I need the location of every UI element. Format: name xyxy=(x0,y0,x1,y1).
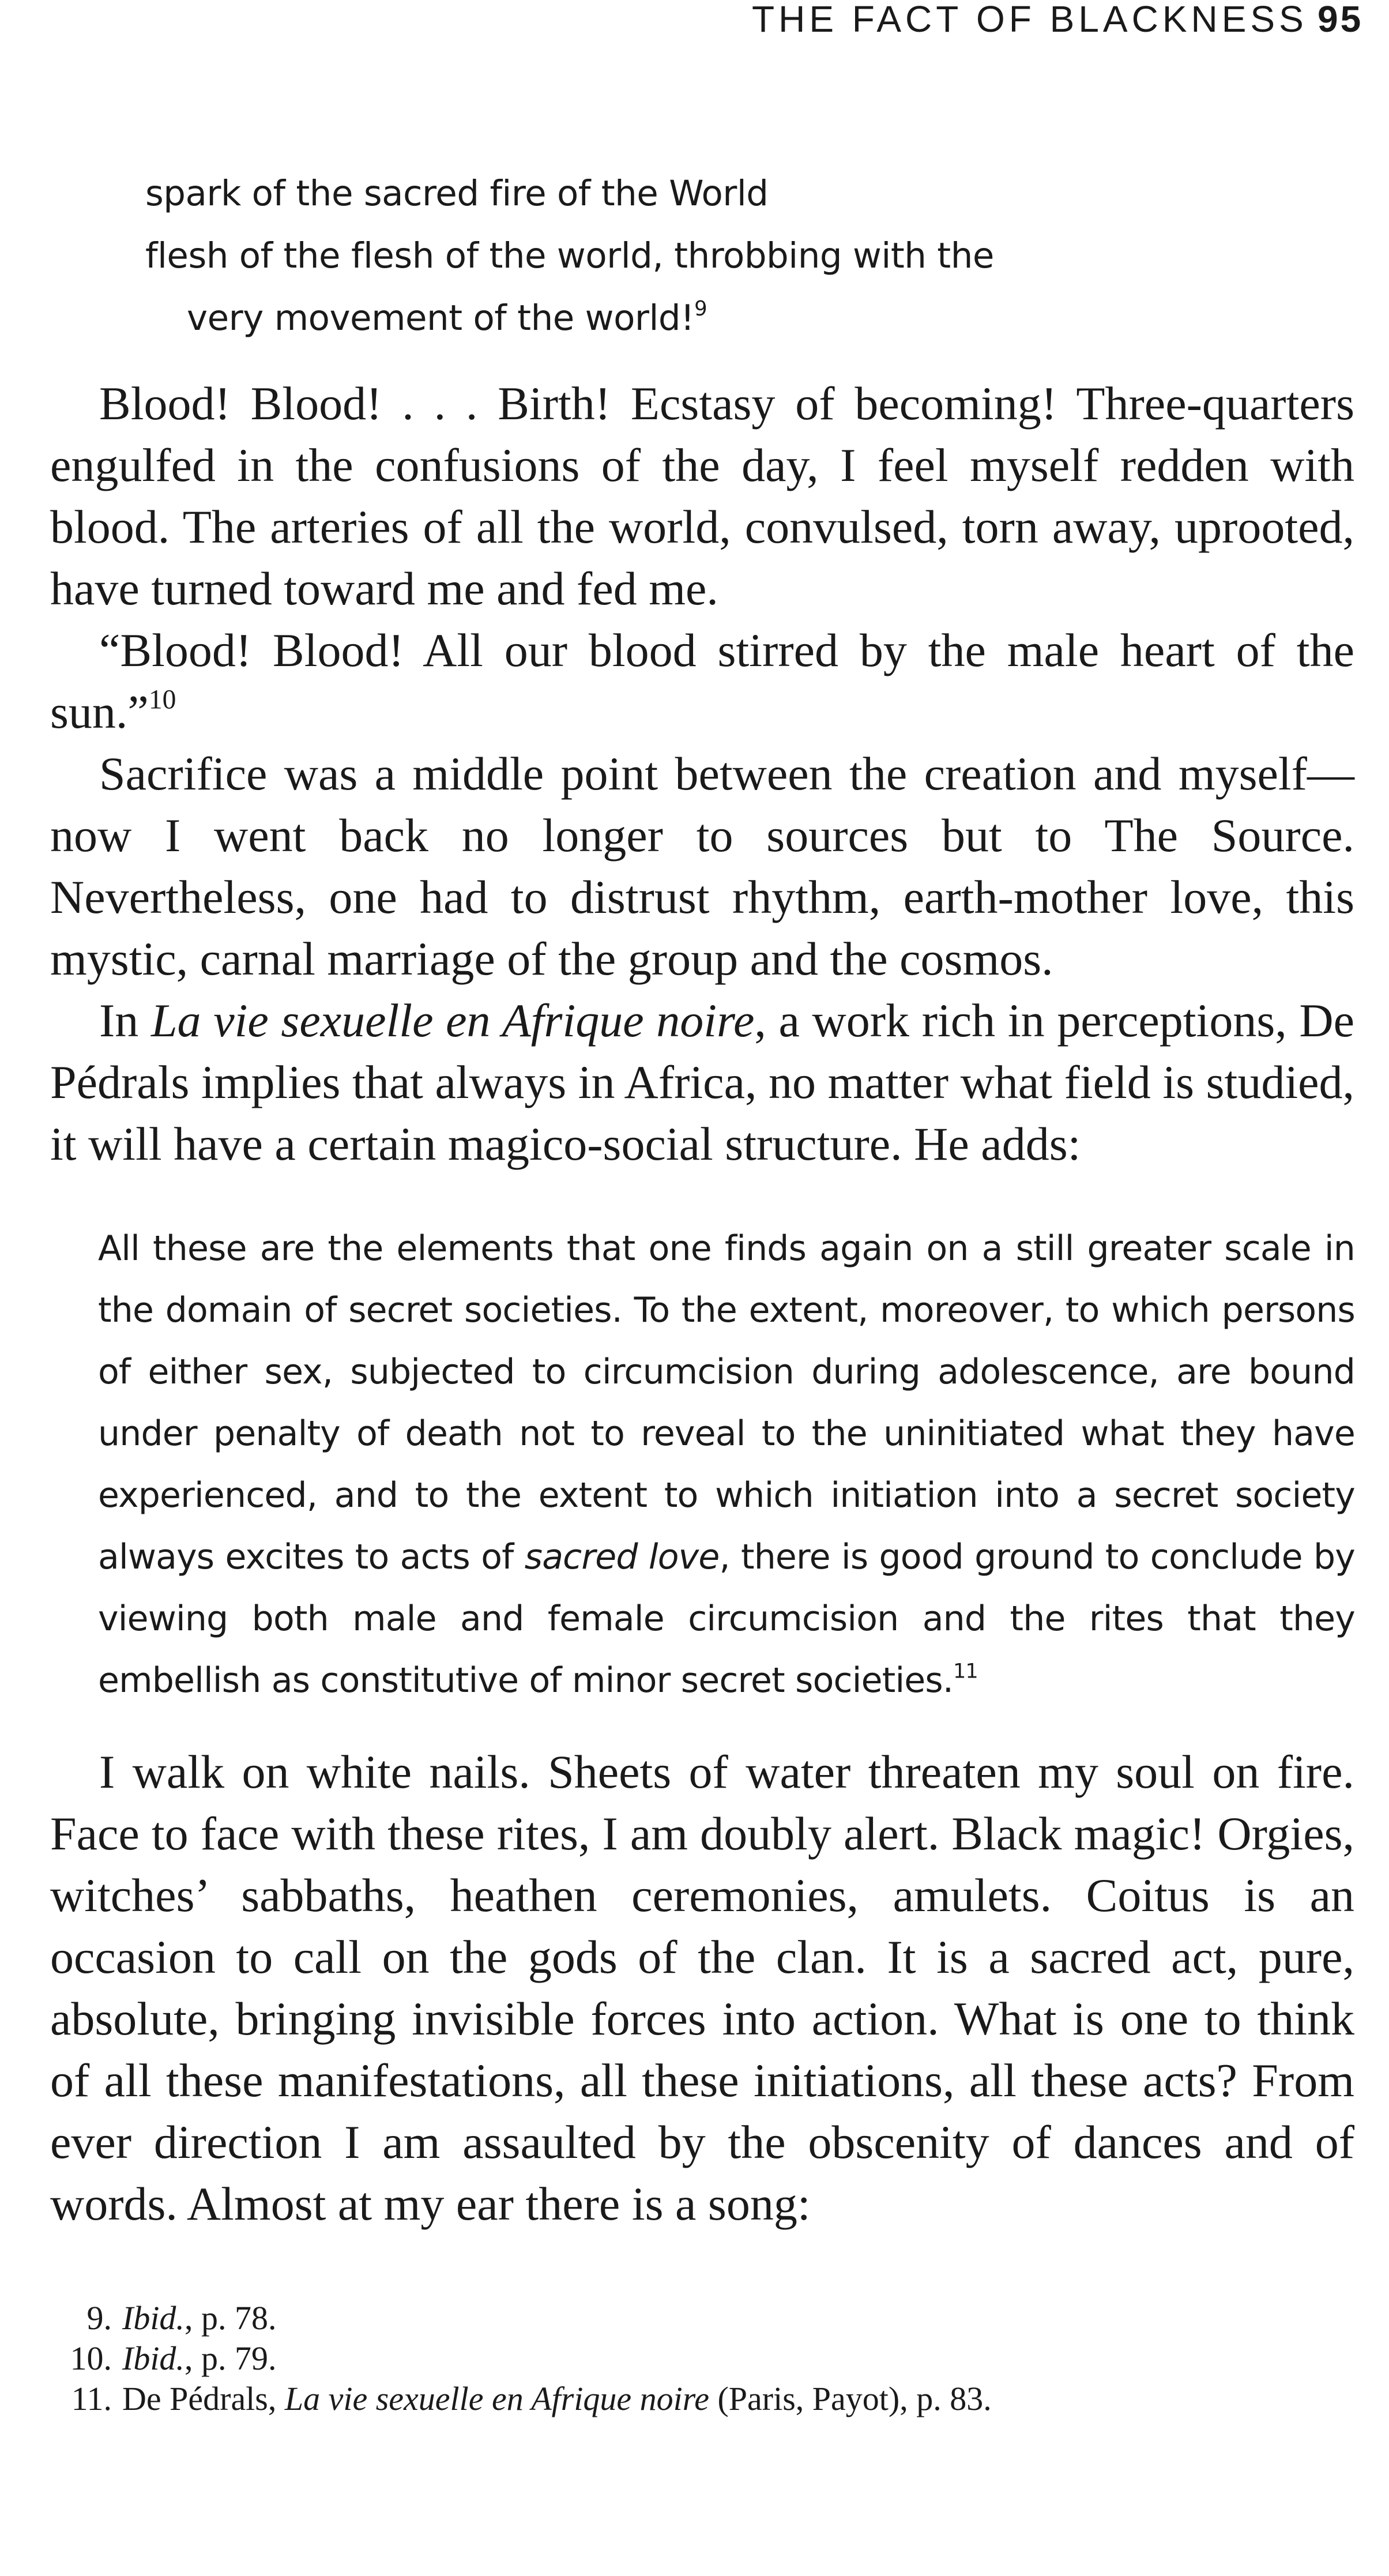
footnote-number: 9. xyxy=(86,2299,112,2337)
footnote-ref[interactable]: 9 xyxy=(694,297,707,321)
verse-line: flesh of the flesh of the world, throbbing with the xyxy=(145,235,994,276)
footnote xyxy=(57,2338,1325,2379)
paragraph-text: “Blood! Blood! All our blood stirred by the male heart of the sun.” xyxy=(50,624,1354,738)
footnote-rest: , p. 79. xyxy=(184,2340,277,2377)
verse-line xyxy=(145,287,1241,349)
body-text-lower xyxy=(50,1741,1354,2235)
page-number: 95 xyxy=(1318,0,1364,40)
footnote-source: Ibid. xyxy=(122,2299,185,2337)
footnote-source: Ibid. xyxy=(122,2340,185,2377)
quote-segment: , there is good ground to conclude by viewing both male and female circumcision and the rites that they embellish as constitutive of minor secret societies. xyxy=(98,1537,1355,1701)
book-title: La vie sexuelle en Afrique noire xyxy=(150,994,755,1047)
verse-line-text: very movement of the world! xyxy=(187,298,695,339)
paragraph xyxy=(50,990,1354,1175)
footnote-source: La vie sexuelle en Afrique noire xyxy=(284,2380,709,2417)
verse-line: spark of the sacred fire of the World xyxy=(145,173,769,214)
paragraph: Sacrifice was a middle point between the creation and myself—now I went back no longer to sources but to The Source. Nevertheless, one had to distrust rhythm, earth-mother love, this mystic, carnal marriage of the group and the cosmos. xyxy=(50,747,1354,985)
footnote xyxy=(57,2298,1325,2338)
footnote-ref[interactable]: 11 xyxy=(953,1660,978,1683)
footnote-number: 10. xyxy=(70,2340,112,2377)
footnote xyxy=(57,2379,1325,2419)
running-head xyxy=(0,0,1389,40)
paragraph-text: In xyxy=(99,994,151,1047)
quote-text xyxy=(98,1218,1355,1712)
verse-block xyxy=(145,163,1241,349)
paragraph: I walk on white nails. Sheets of water threaten my soul on fire. Face to face with these rites, I am doubly alert. Black magic! Orgies, witches’ sabbaths, heathen ceremonies, amulets. Coitus is an occasion to call on the gods of the clan. It is a sacred act, pure, absolute, bringing invisible forces into action. What is one to think of all these manifestations, all these initiations, all these acts? From ever direction I am assaulted by the obscenity of dances and of words. Almost at my ear there is a song: xyxy=(50,1746,1354,2230)
quote-segment: All these are the elements that one finds again on a still greater scale in the domain of secret societies. To the extent, moreover, to which persons of either sex, subjected to circumcision during adolescence, are bound under penalty of death not to reveal to the uninitiated what they have experienced, and to the extent to which initiation into a secret society always excites to acts of xyxy=(98,1228,1355,1577)
footnote-ref[interactable]: 10 xyxy=(148,685,176,715)
footnote-rest: (Paris, Payot), p. 83. xyxy=(709,2380,992,2417)
body-text-upper xyxy=(50,373,1354,1175)
paragraph: Blood! Blood! . . . Birth! Ecstasy of becoming! Three-quarters engulfed in the confusions of the day, I feel myself redden with blood. The arteries of all the world, convulsed, torn away, uprooted, have turned toward me and fed me. xyxy=(50,377,1354,615)
chapter-title: THE FACT OF BLACKNESS xyxy=(752,0,1308,40)
footnotes xyxy=(57,2298,1325,2419)
block-quote xyxy=(98,1218,1355,1712)
paragraph-text: , a work rich in perceptions, De Pédrals implies that always in Africa, no matter what field is studied, it will have a certain magico-social structure. He adds: xyxy=(50,994,1354,1170)
footnote-rest: , p. 78. xyxy=(184,2299,277,2337)
quote-emphasis: sacred love xyxy=(524,1537,720,1577)
paragraph xyxy=(50,619,1354,743)
footnote-author: De Pédrals, xyxy=(122,2380,285,2417)
footnote-number: 11. xyxy=(71,2380,112,2417)
